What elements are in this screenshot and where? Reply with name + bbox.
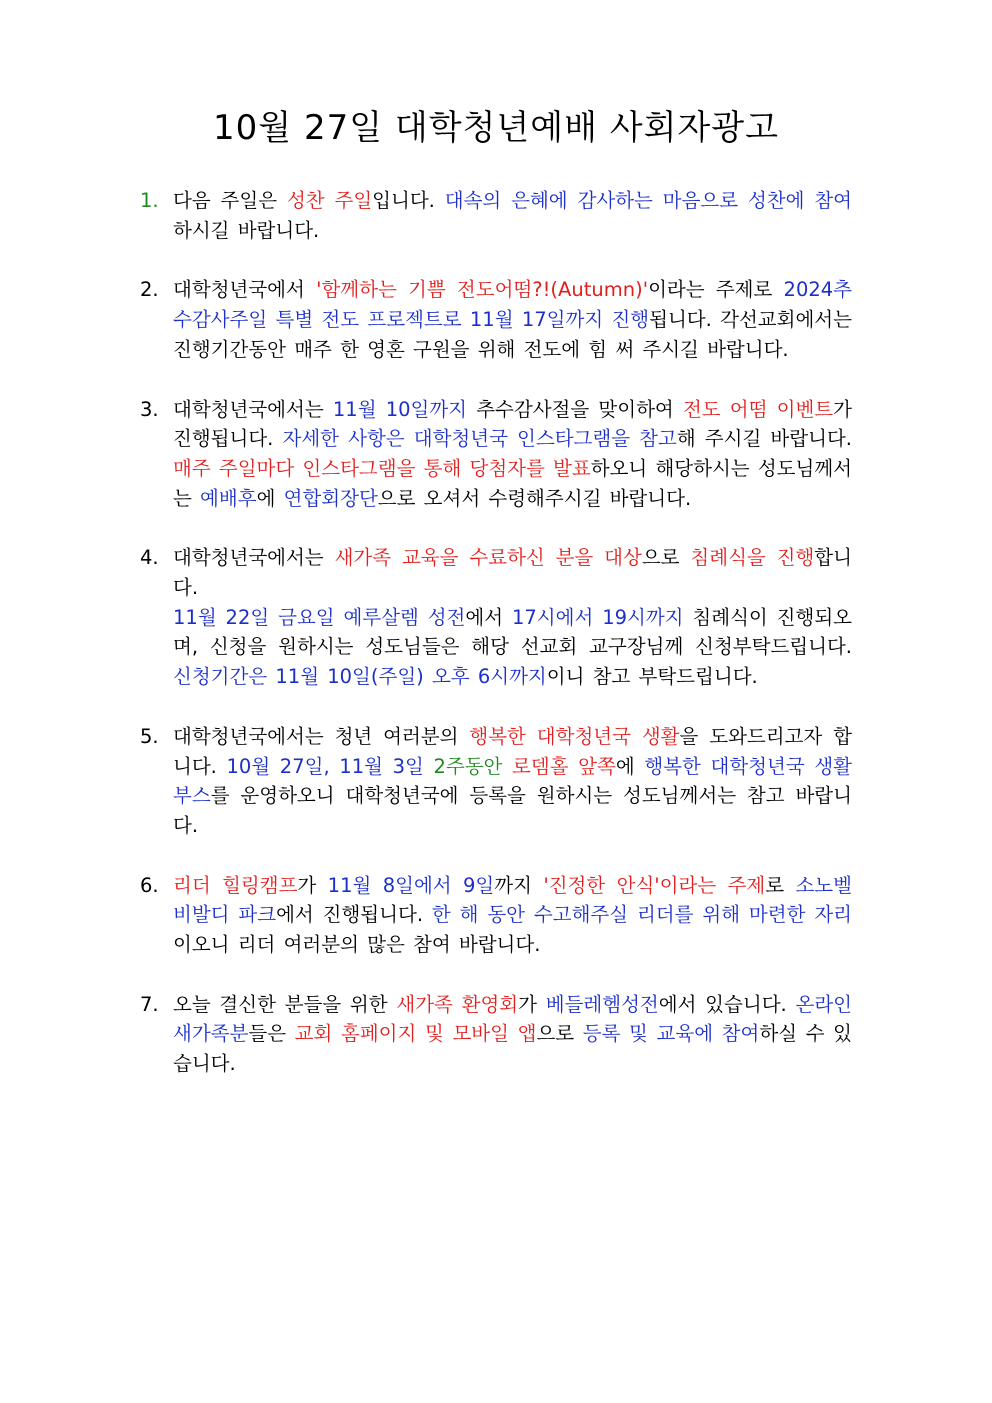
text-segment: 가 — [518, 992, 546, 1016]
announcement-item-6 — [140, 871, 852, 960]
item-number: 2. — [140, 278, 159, 302]
text-segment: 으로 — [536, 1022, 583, 1046]
announcement-item-7 — [140, 990, 852, 1079]
text-segment: 하실 수 있습니다. — [173, 1022, 852, 1076]
text-segment: 가 진행됩니다. — [173, 397, 852, 451]
highlight-text-red: 교회 홈페이지 및 모바일 앱 — [294, 1022, 537, 1046]
text-segment: 됩니다. 각선교회에서는 진행기간동안 매주 한 영혼 구원을 위해 전도에 힘 써 주시길 바랍니다. — [173, 308, 852, 361]
highlight-text-blue: 자세한 사항은 대학청년국 인스타그램을 참고 — [282, 427, 677, 451]
item-number: 6. — [140, 873, 159, 897]
highlight-text-blue: 10월 27일, 11월 3일 — [226, 754, 434, 778]
text-segment: 추수감사절을 맞이하여 — [467, 397, 683, 421]
item-paragraph — [173, 186, 852, 245]
text-segment: 를 운영하오니 대학청년국에 등록을 원하시는 성도님께서는 참고 바랍니다. — [173, 784, 852, 837]
item-paragraph — [173, 722, 852, 841]
text-segment: 이라는 주제로 — [648, 278, 784, 302]
highlight-text-blue: 등록 및 교육에 참여 — [582, 1022, 760, 1046]
item-paragraph — [173, 990, 852, 1079]
text-segment: 대학청년국에서는 — [173, 546, 335, 570]
highlight-text-red: 새가족 환영회 — [396, 992, 519, 1016]
highlight-text-red: '진정한 안식'이라는 주제 — [543, 873, 766, 897]
highlight-text-blue: 2024추수감사주일 특별 전도 프로젝트로 11월 17일까지 진행 — [173, 278, 853, 332]
text-segment: 침례식이 진행되오며, 신청을 원하시는 성도님들은 해당 선교회 교구장님께 신청부탁드립니다. — [173, 605, 853, 659]
announcement-item-1 — [140, 186, 852, 245]
text-segment: 대학청년국에서는 — [173, 397, 333, 421]
text-segment: 대학청년국에서는 청년 여러분의 — [173, 724, 470, 748]
text-segment: 에서 있습니다. — [658, 992, 796, 1016]
text-segment: 가 — [297, 873, 328, 897]
item-number: 5. — [140, 724, 159, 748]
highlight-text-blue: 11월 22일 금요일 예루살렘 성전 — [173, 605, 466, 629]
highlight-text-red: 리더 힐링캠프 — [173, 873, 298, 897]
highlight-text-red: 행복한 대학청년국 생활 — [469, 724, 680, 748]
item-paragraph — [173, 543, 852, 602]
highlight-text-blue: 베들레헴성전 — [545, 992, 659, 1016]
item-number: 4. — [140, 546, 159, 570]
text-segment: 까지 — [494, 873, 544, 897]
highlight-text-blue: 예배후 — [200, 486, 257, 510]
item-paragraph — [173, 871, 852, 960]
item-number: 1. — [140, 189, 159, 212]
text-segment: 로 — [765, 873, 796, 897]
text-segment: 에서 진행됩니다. — [276, 903, 432, 927]
highlight-text-red: 전도 어떰 이벤트 — [682, 397, 834, 421]
text-segment: 해 주시길 바랍니다. — [676, 427, 852, 451]
highlight-text-blue: 연합회장단 — [283, 486, 378, 510]
announcement-item-4 — [140, 543, 852, 692]
highlight-text-red: 로뎀홀 앞쪽 — [512, 754, 616, 778]
highlight-text-blue: 신청기간은 11월 10일(주일) 오후 6시까지 — [173, 665, 547, 689]
text-segment: 합니다. — [173, 546, 852, 600]
text-segment: 대학청년국에서 — [173, 278, 317, 302]
text-segment: 에 — [615, 754, 645, 778]
highlight-text-blue: 온라인 새가족분 — [173, 992, 852, 1046]
text-segment: 들은 — [248, 1022, 295, 1046]
highlight-text-red: '함께하는 기쁨 전도어떰?!(Autumn)' — [316, 278, 649, 302]
highlight-text-red: 새가족 교육을 수료하신 분을 대상 — [334, 546, 642, 570]
highlight-text-blue: 행복한 대학청년국 생활 부스 — [173, 754, 852, 808]
text-segment — [502, 755, 512, 778]
text-segment: 으로 오셔서 수령해주시길 바랍니다. — [377, 486, 692, 510]
text-segment: 하시길 바랍니다. — [173, 218, 320, 242]
announcement-item-2 — [140, 275, 852, 364]
item-paragraph — [173, 275, 852, 364]
text-segment: 이니 참고 부탁드립니다. — [546, 665, 758, 689]
highlight-text-blue: 11월 10일까지 — [332, 397, 468, 421]
highlight-text-red: 침례식을 진행 — [690, 546, 815, 570]
highlight-text-green: 2주동안 — [433, 754, 503, 778]
highlight-text-blue: 대속의 은혜에 감사하는 마음으로 성찬에 참여 — [444, 189, 852, 212]
text-segment: 다음 주일은 — [173, 189, 287, 212]
highlight-text-blue: 17시에서 19시까지 — [511, 605, 684, 629]
highlight-text-red: 성찬 주일 — [286, 189, 373, 212]
highlight-text-blue: 11월 8일에서 9일 — [327, 873, 495, 897]
highlight-text-blue: 소노벨 비발디 파크 — [173, 873, 852, 927]
text-segment: 에 — [256, 486, 284, 510]
text-segment: 이오니 리더 여러분의 많은 참여 바랍니다. — [173, 933, 541, 957]
page-title: 10월 27일 대학청년예배 사회자광고 — [213, 108, 779, 148]
item-number: 7. — [140, 992, 159, 1016]
announcement-item-3 — [140, 395, 852, 514]
item-paragraph — [173, 603, 852, 692]
announcement-list — [140, 186, 852, 1079]
highlight-text-blue: 한 해 동안 수고해주실 리더를 위해 마련한 자리 — [431, 903, 852, 927]
item-number: 3. — [140, 397, 159, 421]
item-paragraph — [173, 395, 852, 514]
text-segment: 에서 — [465, 605, 512, 629]
text-segment: 하오니 해당하시는 성도님께서는 — [173, 456, 853, 510]
text-segment: 을 도와드리고자 합니다. — [173, 724, 852, 778]
text-segment: 으로 — [641, 546, 691, 570]
text-segment: 입니다. — [372, 189, 445, 212]
text-segment: 오늘 결신한 분들을 위한 — [173, 992, 397, 1016]
announcement-item-5 — [140, 722, 852, 841]
highlight-text-red: 매주 주일마다 인스타그램을 통해 당첨자를 발표 — [173, 456, 591, 480]
